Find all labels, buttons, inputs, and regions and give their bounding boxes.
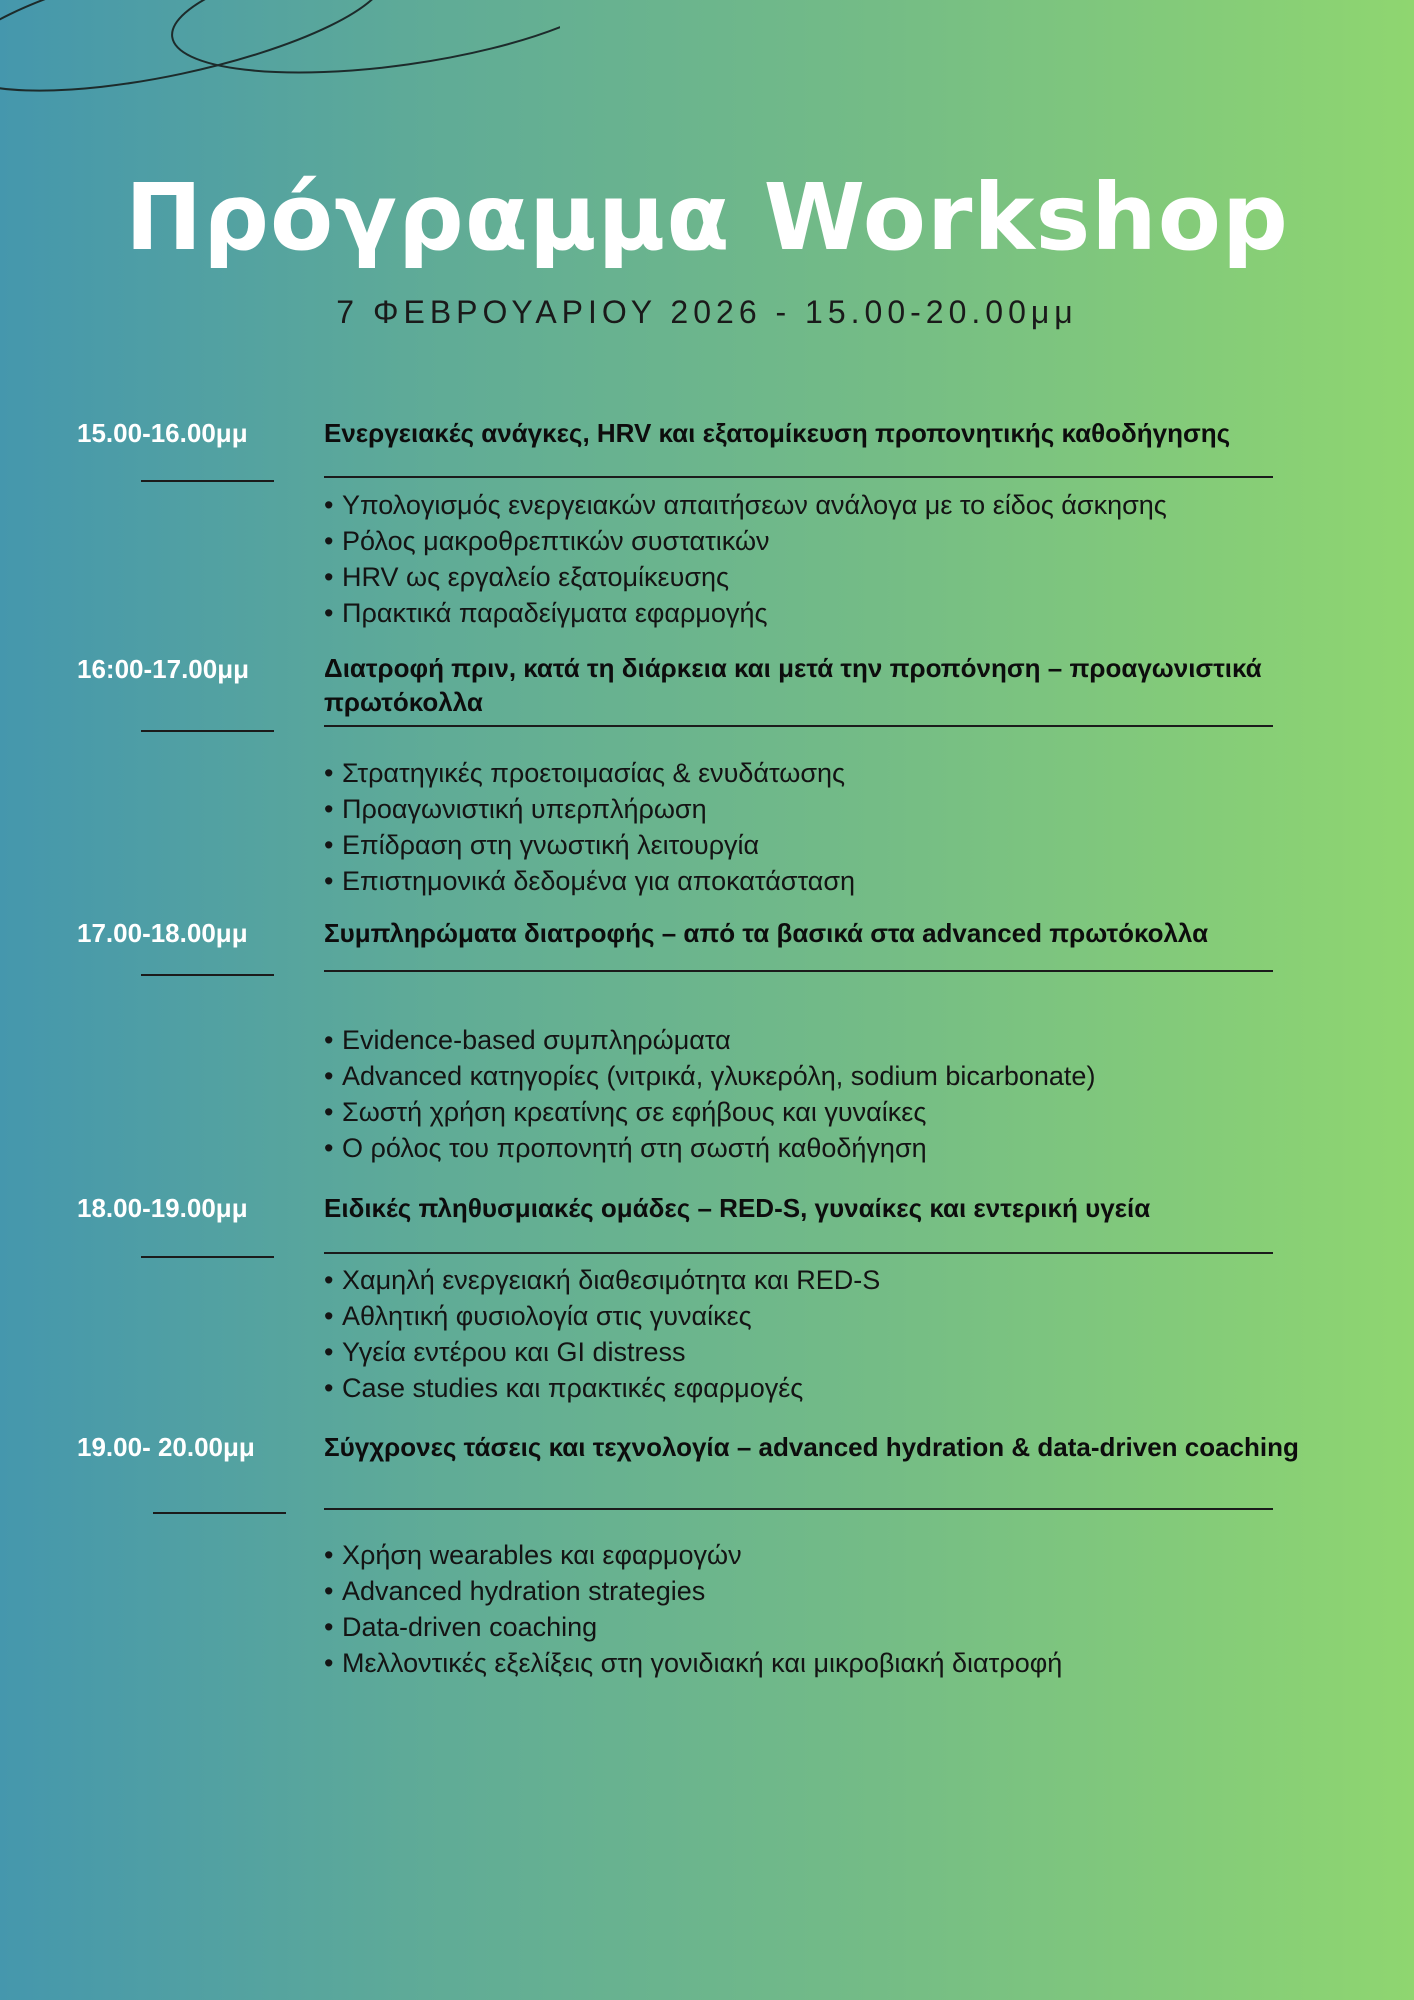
heading-divider [324,476,1273,478]
list-item: • Επιστημονικά δεδομένα για αποκατάσταση [324,863,1384,899]
time-divider [153,1512,286,1514]
list-item: • HRV ως εργαλείο εξατομίκευσης [324,559,1384,595]
session-time: 15.00-16.00μμ [77,418,248,448]
session-heading: Διατροφή πριν, κατά τη διάρκεια και μετά την προπόνηση – προαγωνιστικά πρωτόκολλα [324,653,1262,717]
list-item: • Προαγωνιστική υπερπλήρωση [324,791,1384,827]
decorative-swirl [0,0,560,110]
session-time: 16:00-17.00μμ [77,654,250,684]
list-item: • Υπολογισμός ενεργειακών απαιτήσεων ανάλογα με το είδος άσκησης [324,487,1384,523]
list-item: • Χαμηλή ενεργειακή διαθεσιμότητα και RED-S [324,1262,1384,1298]
list-item: • Case studies και πρακτικές εφαρμογές [324,1370,1384,1406]
list-item: • Σωστή χρήση κρεατίνης σε εφήβους και γυναίκες [324,1094,1384,1130]
list-item: • Μελλοντικές εξελίξεις στη γονιδιακή και μικροβιακή διατροφή [324,1645,1384,1681]
list-item: • Ρόλος μακροθρεπτικών συστατικών [324,523,1384,559]
list-item: • Στρατηγικές προετοιμασίας & ενυδάτωσης [324,755,1384,791]
session-topics [324,1022,1384,1166]
list-item: • Πρακτικά παραδείγματα εφαρμογής [324,595,1384,631]
session-heading: Σύγχρονες τάσεις και τεχνολογία – advanced hydration & data-driven coaching [324,1432,1299,1462]
session-topics [324,487,1384,631]
list-item: • Advanced hydration strategies [324,1573,1384,1609]
session-heading: Συμπληρώματα διατροφής – από τα βασικά στα advanced πρωτόκολλα [324,918,1209,948]
list-item: • Advanced κατηγορίες (νιτρικά, γλυκερόλη, sodium bicarbonate) [324,1058,1384,1094]
list-item: • Υγεία εντέρου και GI distress [324,1334,1384,1370]
session-topics [324,755,1384,899]
list-item: • Evidence-based συμπληρώματα [324,1022,1384,1058]
session-topics [324,1262,1384,1406]
heading-divider [324,725,1273,727]
time-divider [141,480,274,482]
time-divider [141,1256,274,1258]
list-item: • Ο ρόλος του προπονητή στη σωστή καθοδήγηση [324,1130,1384,1166]
list-item: • Αθλητική φυσιολογία στις γυναίκες [324,1298,1384,1334]
session-time: 18.00-19.00μμ [77,1193,248,1223]
time-divider [141,730,274,732]
list-item: • Data-driven coaching [324,1609,1384,1645]
list-item: • Χρήση wearables και εφαρμογών [324,1537,1384,1573]
time-divider [141,974,274,976]
page-title: Πρόγραμμα Workshop [125,164,1289,271]
session-heading: Ειδικές πληθυσμιακές ομάδες – RED-S, γυναίκες και εντερική υγεία [324,1193,1151,1223]
session-time: 19.00- 20.00μμ [77,1432,255,1462]
list-item: • Επίδραση στη γνωστική λειτουργία [324,827,1384,863]
event-date-time: 7 ΦΕΒΡΟΥΑΡΙΟΥ 2026 - 15.00-20.00μμ [336,294,1078,330]
session-time: 17.00-18.00μμ [77,918,248,948]
session-topics [324,1537,1384,1681]
heading-divider [324,1508,1273,1510]
heading-divider [324,970,1273,972]
heading-divider [324,1252,1273,1254]
session-heading: Ενεργειακές ανάγκες, HRV και εξατομίκευση προπονητικής καθοδήγησης [324,418,1231,448]
